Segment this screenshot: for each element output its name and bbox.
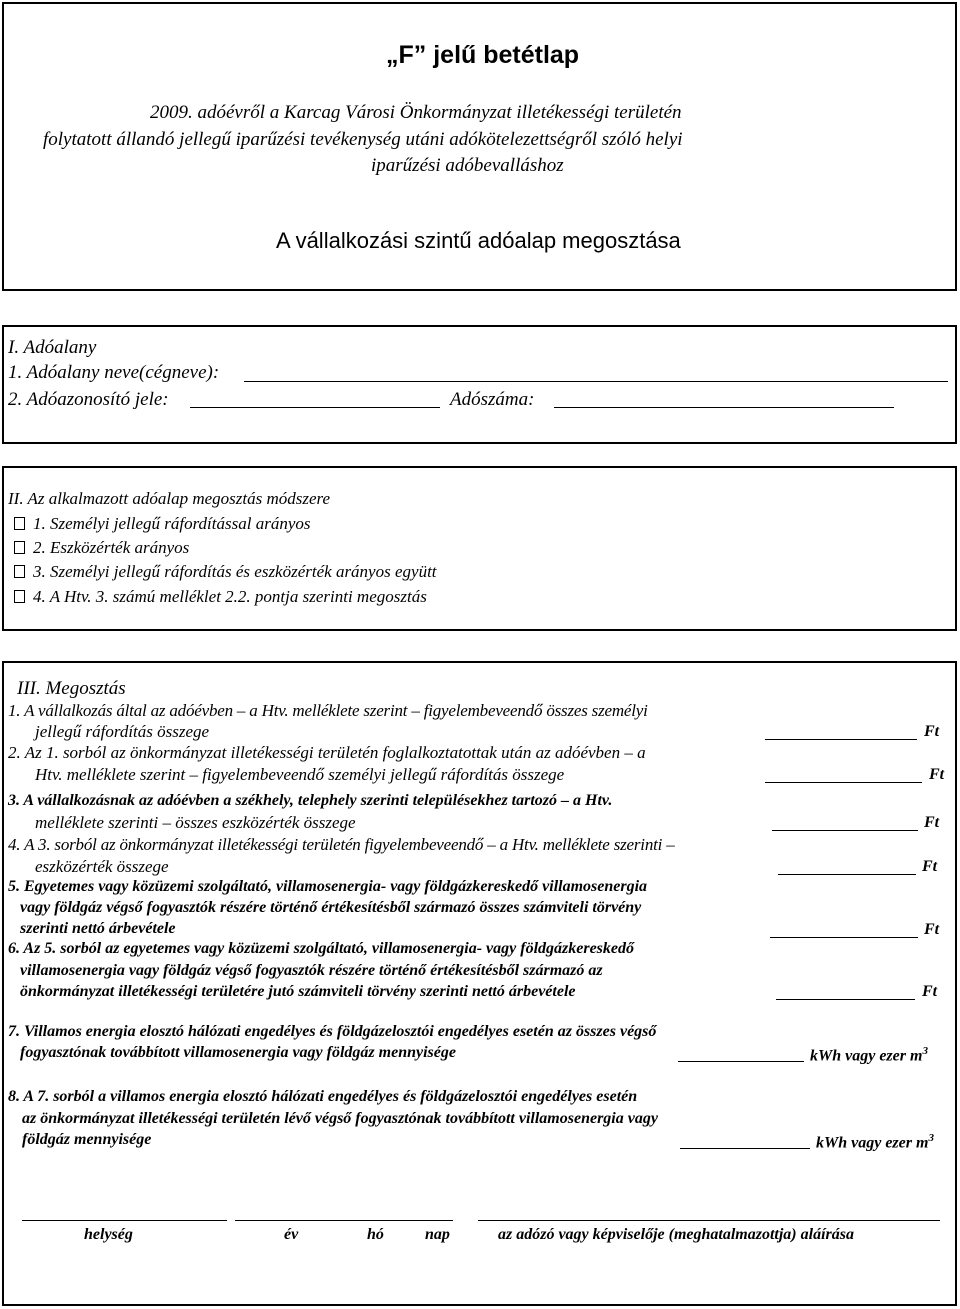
item-4-line-2: eszközérték összege <box>35 857 169 876</box>
section-2-title: II. Az alkalmazott adóalap megosztás módszere <box>8 489 331 508</box>
place-field[interactable] <box>22 1220 227 1221</box>
tax-number-field[interactable] <box>554 407 894 408</box>
item-1-line-2: jellegű ráfordítás összege <box>35 722 210 741</box>
method-option-1-label: 1. Személyi jellegű ráfordítással arányos <box>33 514 311 533</box>
subtitle-line-2: folytatott állandó jellegű iparűzési tevékenység utáni adókötelezettségről szóló helyi <box>43 129 683 150</box>
item-1-currency: Ft <box>924 723 940 740</box>
item-1-line-1: 1. A vállalkozás által az adóévben – a Htv. melléklete szerint – figyelembeveendő összes személyi <box>8 701 648 720</box>
day-label: nap <box>425 1226 450 1243</box>
checkbox-1[interactable] <box>14 517 25 530</box>
item-4-line-1: 4. A 3. sorból az önkormányzat illetékességi területén figyelembeveendő – a Htv. melléklete szerinti – <box>8 835 675 854</box>
item-3-currency: Ft <box>924 814 940 831</box>
taxpayer-name-label: 1. Adóalany neve(cégneve): <box>8 362 220 383</box>
signature-label: az adózó vagy képviselője (meghatalmazottja) aláírása <box>498 1226 854 1243</box>
item-6-amount-field[interactable] <box>776 999 915 1000</box>
method-option-2[interactable] <box>14 538 189 558</box>
tax-id-field[interactable] <box>190 407 440 408</box>
item-4-currency: Ft <box>922 858 938 875</box>
page-heading: A vállalkozási szintű adóalap megosztása <box>276 228 681 253</box>
place-label: helység <box>84 1226 133 1243</box>
date-field[interactable] <box>235 1220 453 1221</box>
item-7-line-1: 7. Villamos energia elosztó hálózati engedélyes és földgázelosztói engedélyes esetén az összes végső <box>8 1023 657 1040</box>
subtitle-line-1: 2009. adóévről a Karcag Városi Önkormányzat illetékességi területén <box>150 102 682 123</box>
item-2-amount-field[interactable] <box>765 782 922 783</box>
item-2-line-2: Htv. melléklete szerint – figyelembeveendő személyi jellegű ráfordítás összege <box>35 765 565 784</box>
year-label: év <box>284 1226 299 1243</box>
item-5-line-2: vagy földgáz végső fogyasztók részére történő értékesítésből származó összes számviteli törvény <box>20 899 642 916</box>
item-7-line-2: fogyasztónak továbbított villamosenergia vagy földgáz mennyisége <box>20 1044 456 1061</box>
subtitle-line-3: iparűzési adóbevalláshoz <box>371 155 564 176</box>
tax-id-label: 2. Adóazonosító jele: <box>8 389 169 410</box>
method-option-1[interactable] <box>14 514 311 534</box>
item-3-line-1: 3. A vállalkozásnak az adóévben a székhely, telephely szerinti településekhez tartozó – a Htv. <box>8 792 613 809</box>
item-8-line-2: az önkormányzat illetékességi területén lévő végső fogyasztónak továbbított villamosenergia vagy <box>22 1110 658 1127</box>
form-title: „F” jelű betétlap <box>386 41 580 69</box>
checkbox-2[interactable] <box>14 541 25 554</box>
method-option-2-label: 2. Eszközérték arányos <box>33 538 190 557</box>
item-8-line-1: 8. A 7. sorból a villamos energia elosztó hálózati engedélyes és földgázelosztói engedélyes esetén <box>8 1088 638 1105</box>
method-option-4[interactable] <box>14 587 427 607</box>
taxpayer-name-field[interactable] <box>244 381 948 382</box>
item-5-line-3: szerinti nettó árbevétele <box>20 920 176 937</box>
item-8-amount-field[interactable] <box>680 1148 810 1149</box>
checkbox-4[interactable] <box>14 590 25 603</box>
method-option-4-label: 4. A Htv. 3. számú melléklet 2.2. pontja szerinti megosztás <box>33 587 427 606</box>
checkbox-3[interactable] <box>14 565 25 578</box>
section-adoalany <box>2 325 957 444</box>
item-6-line-3: önkormányzat illetékességi területére jutó számviteli törvény szerinti nettó árbevétele <box>20 983 576 1000</box>
item-1-amount-field[interactable] <box>765 739 917 740</box>
item-7-amount-field[interactable] <box>678 1061 804 1062</box>
item-2-line-1: 2. Az 1. sorból az önkormányzat illetékességi területén foglalkoztatottak után az adóévben – a <box>8 743 646 762</box>
item-8-unit: kWh vagy ezer $m^3$ <box>816 1132 934 1152</box>
item-3-amount-field[interactable] <box>772 830 918 831</box>
signature-field[interactable] <box>478 1220 940 1221</box>
item-8-line-3: földgáz mennyisége <box>22 1131 152 1148</box>
method-option-3-label: 3. Személyi jellegű ráfordítás és eszközérték arányos együtt <box>33 562 437 581</box>
item-5-line-1: 5. Egyetemes vagy közüzemi szolgáltató, villamosenergia- vagy földgázkereskedő villamosenergia <box>8 878 648 895</box>
item-5-currency: Ft <box>924 921 940 938</box>
item-6-currency: Ft <box>922 983 938 1000</box>
item-2-currency: Ft <box>929 766 945 783</box>
section-3-title: III. Megosztás <box>17 678 126 699</box>
item-6-line-1: 6. Az 5. sorból az egyetemes vagy közüzemi szolgáltató, villamosenergia- vagy földgázkereskedő <box>8 940 635 957</box>
item-7-unit: kWh vagy ezer $m^3$ <box>810 1045 928 1065</box>
item-5-amount-field[interactable] <box>770 937 918 938</box>
item-4-amount-field[interactable] <box>778 874 916 875</box>
month-label: hó <box>367 1226 384 1243</box>
section-1-title: I. Adóalany <box>8 337 97 358</box>
tax-number-label: Adószáma: <box>450 389 535 410</box>
item-3-line-2: melléklete szerinti – összes eszközérték összege <box>35 813 356 832</box>
method-option-3[interactable] <box>14 562 437 582</box>
item-6-line-2: villamosenergia vagy földgáz végső fogyasztók részére történő értékesítésből származó az <box>20 962 603 979</box>
